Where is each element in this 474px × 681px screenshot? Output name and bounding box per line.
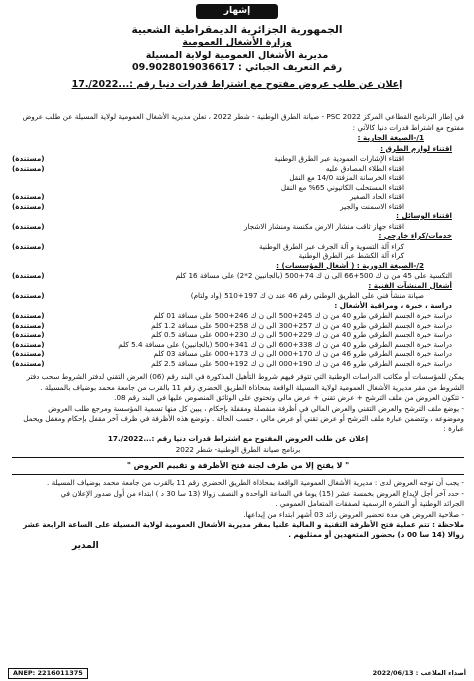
footer — [0, 666, 474, 681]
condition-line: يمكن للمؤسسات أو مكاتب الدراسات الوطنية التي تتوفر فيهم شروط التأهيل المذكورة في البند رقم (06) العرض التقني لدفتر الشروط سحب دفتر — [26, 372, 464, 381]
list-item — [12, 242, 464, 252]
list-item — [12, 202, 464, 212]
direction-title: مديرية الأشغال العمومية لولاية المسيلة — [145, 49, 329, 61]
subsection-title: دراسة ، خبرة ، ومراقبة الأشغال : — [334, 300, 452, 310]
ad-badge: إشهار — [196, 4, 278, 19]
subsection-title: اقتناء الوسائل : — [396, 211, 452, 220]
item-text: صيانة منشأ فني على الطريق الوطني رقم 46 عند ن ك 197+510 (واد ولتام) — [190, 291, 424, 300]
signature: المدير — [72, 541, 99, 552]
publication-date: أصداء الملاعب : 2022/06/13 — [372, 669, 466, 678]
item-tag: (مستندة) — [12, 163, 45, 173]
deadline-line: - صلاحية العروض هي مدة تحضير العروض زائد 03 أشهر ابتداء من إيداعها. — [243, 509, 464, 519]
envelope-title: إعلان عن طلب العروض المفتوح مع اشتراط قدرات دنيا رقم :...2022/.17 — [107, 434, 369, 443]
item-text: اقتناء الحاد الصغير — [349, 192, 404, 201]
item-tag: (مستندة) — [12, 358, 45, 368]
announcement-header — [30, 24, 444, 91]
subsection-title: اقتناء لوازم الطرق : — [380, 143, 452, 153]
announcement-body — [12, 112, 464, 554]
item-text: كراء آلة التسوية و آلة الجرف عبر الطرق الوطنية — [258, 241, 404, 251]
list-item — [12, 349, 464, 359]
list-item — [12, 164, 464, 174]
condition-line: وموضوعه ، وتتضمن عبارة ملف الترشح أو عرض تقني أو عرض مالي ، حسب الحالة . وتوضع هذه الأظرفة في ظرف آخر مقفل بإحكام ومغفل ويحمل عبارة : — [23, 414, 464, 433]
item-tag: (مستندة) — [12, 241, 45, 251]
ministry-title: وزارة الأشغال العمومية — [182, 37, 292, 49]
condition-line: الشروط من مقر مديرية الأشغال العمومية لولاية المسيلة الواقعة بمحاذاة الطريق الحضري رقم 11 بالقرب من جامعة محمد بوضياف بالمسيلة . — [40, 382, 464, 392]
divider — [12, 457, 464, 458]
remark: ملاحظة : تتم عملية فتح الأظرفة التقنية و المالية علنيا بمقر مديرية الأشغال العمومية لولاية المسيلة على الساعة الرابعة عشر زوالا (14 سا 00 د) بحضور المتعهدين أو ممثليهم . — [23, 520, 464, 539]
condition-line: - تتكون العروض من ملف الترشح + عرض تقني + عرض مالي وتحتوي على الوثائق المنصوص عليها في البند رقم 08. — [114, 393, 464, 402]
list-item — [12, 222, 464, 232]
announcement-title: إعلان عن طلب عروض مفتوح مع اشتراط قدرات دنيا رقم :...2022/.17 — [71, 78, 403, 90]
list-item — [12, 192, 464, 202]
condition-line: - يوضع ملف الترشح والعرض التقني والعرض المالي في أظرفة منفصلة ومقفلة بإحكام ، يبين كل منها تسمية المؤسسة ومرجع طلب العروض — [48, 403, 464, 413]
list-item — [12, 321, 464, 331]
item-text: دراسة خبرة الجسم الطرقي طرو 46 من ن ك 190+000 الى ن ك 192+500 على مسافة 2.5 كلم — [151, 358, 452, 368]
list-item — [12, 183, 464, 193]
deadline-line: - يجب أن توجه العروض لدى : مديرية الأشغال العمومية الواقعة بمحاذاة الطريق الحضري رقم 11 بالقرب من جامعة محمد بوضياف المسيلة . — [47, 478, 464, 488]
anep-reference: ANEP: 2216011375 — [8, 668, 88, 679]
item-tag: (مستندة) — [12, 339, 45, 349]
intro-line: في إطار البرنامج القطاعي المركز PSC 2022 - صيانة الطرق الوطنية - شطر 2022 ، تعلن مديرية الأشغال العمومية لولاية المسيلة عن طلب عروض — [22, 112, 464, 121]
item-tag: (مستندة) — [12, 192, 45, 201]
item-tag: (مستندة) — [12, 311, 45, 320]
item-tag: (مستندة) — [12, 330, 45, 339]
item-text: اقتناء المستحلب الكاتيوني 65% مع النقل — [280, 182, 404, 192]
item-text: اقتناء الإشارات العمودية عبر الطرق الوطنية — [274, 154, 404, 163]
list-item — [12, 154, 464, 164]
intro-line: مفتوح مع اشتراط قدرات دنيا كالآتي : — [352, 122, 464, 132]
fiscal-id: رقم التعريف الجبائي : 09.9028019036617 — [131, 61, 343, 73]
item-tag: (مستندة) — [12, 271, 45, 280]
item-text: اقتناء الاسمنت والجير — [340, 201, 404, 211]
divider — [12, 474, 464, 475]
list-item — [12, 330, 464, 340]
item-text: دراسة خبرة الجسم الطرقي طرو 46 من ن ك 170+000 الى ن ك 173+000 على مسافة 03 كلم — [153, 349, 452, 358]
item-text: التكسية على 45 من ن ك 500+66 الى ن ك 74+500 (بالجانبين 2*2) على مسافة 16 كلم — [175, 271, 452, 280]
item-text: اقتناء الخرسانة المزفتة 14/0 مع النقل — [289, 173, 404, 182]
opening-notice: " لا يفتح إلا من طرف لجنة فتح الأظرفة و تقييم العروض " — [126, 461, 350, 470]
section-title: 1/-الصيغة الجارية : — [357, 133, 424, 142]
list-item — [12, 291, 464, 301]
list-item — [12, 340, 464, 350]
item-text: دراسة خبرة الجسم الطرقي طرو 40 من ن ك 257+300 الى ن ك 258+500 على مسافة 1.2 كلم — [151, 320, 452, 330]
section-title: 2/-الصيغة الدورية : ( أشغال المؤسسات) : — [276, 260, 424, 270]
item-text: اقتناء الطلاء المصادق عليه — [325, 163, 404, 173]
item-tag: (مستندة) — [12, 349, 45, 358]
subsection-title: أشغال المنشآت الفنية : — [368, 280, 452, 290]
item-text: اقتناء جهاز ثاقب منشار الارض مكنسة ومنشار الاشجار — [243, 221, 404, 231]
list-item — [12, 311, 464, 321]
item-tag: (مستندة) — [12, 201, 45, 211]
list-item — [12, 173, 464, 183]
list-item — [12, 271, 464, 281]
item-text: دراسة خبرة الجسم الطرقي طرو 40 من ن ك 245+500 الى ن ك 246+500 على مسافة 01 كلم — [153, 311, 452, 320]
deadline-line: - حدد آخر أجل لإيداع العروض بخمسة عشر (15) يوما في الساعة الواحدة و النصف زوالا (13 سا 30 د ) ابتداء من أول صدور الإعلان في — [60, 488, 464, 498]
item-text: كراء آلة الكشط عبر الطرق الوطنية — [298, 251, 404, 260]
item-tag: (مستندة) — [12, 291, 45, 300]
deadline-line: الجرائد الوطنية أو النشرة الرسمية لصفقات المتعامل العمومي . — [275, 499, 464, 509]
subsection-title: خدمات/كراء خارجي : — [378, 231, 452, 240]
item-text: دراسة خبرة الجسم الطرقي طرو 40 من ن ك 229+500 الى ن ك 230+000 على مسافة 0.5 كلم — [151, 330, 452, 339]
republic-title: الجمهورية الجزائرية الديمقراطية الشعبية — [131, 24, 343, 36]
list-item — [12, 359, 464, 369]
item-tag: (مستندة) — [12, 320, 45, 330]
envelope-subtitle: برنامج صيانة الطرق الوطنية- شطر 2022 — [175, 444, 301, 454]
item-tag: (مستندة) — [12, 221, 45, 231]
item-tag: (مستندة) — [12, 154, 45, 163]
item-text: دراسة خبرة الجسم الطرقي طرو 40 من ن ك 338+600 الى ن ك 341+500 (بالجانبين) على مسافة 5.4 كلم — [118, 339, 452, 349]
list-item — [12, 251, 464, 261]
